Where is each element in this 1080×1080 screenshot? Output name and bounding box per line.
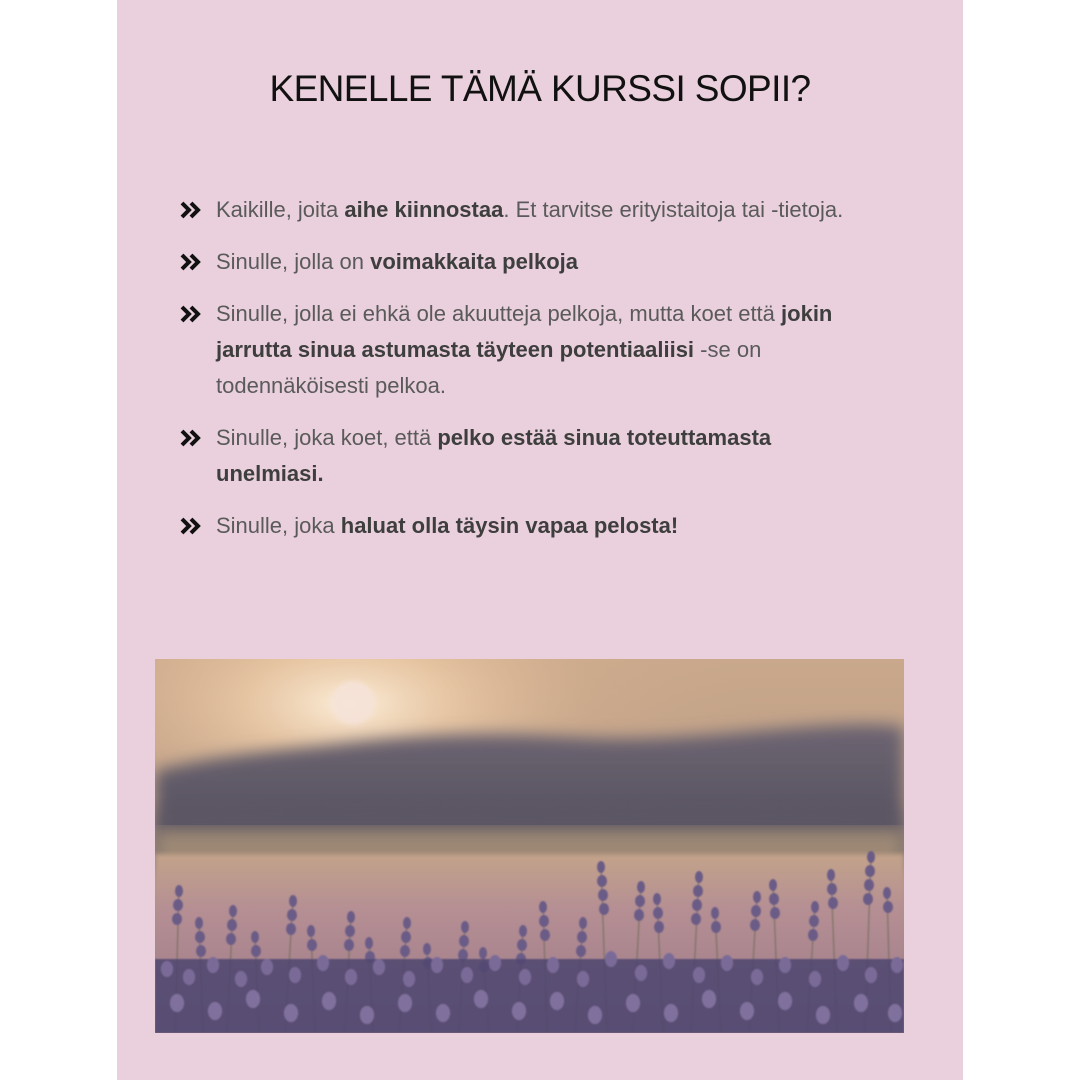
double-chevron-right-icon (179, 192, 205, 228)
item-text: Sinulle, joka (216, 513, 341, 538)
item-highlight: jokin jarrutta sinua astumasta täyteen potentiaaliisi (216, 301, 833, 362)
list-item (177, 508, 867, 544)
list-item (177, 420, 867, 492)
double-chevron-right-icon (179, 296, 205, 332)
item-highlight: pelko estää sinua toteuttamasta unelmiasi. (216, 425, 772, 486)
item-text: -se on todennäköisesti pelkoa. (216, 337, 762, 398)
item-text: Sinulle, joka koet, että (216, 425, 438, 450)
item-text: Sinulle, jolla on (216, 249, 371, 274)
item-text: Kaikille, joita (216, 197, 345, 222)
list-item (177, 192, 867, 228)
list-item (177, 244, 867, 280)
double-chevron-right-icon (179, 508, 205, 544)
section-title: KENELLE TÄMÄ KURSSI SOPII? (269, 68, 811, 109)
item-text: . Et tarvitse erityistaitoja tai -tietoja. (503, 197, 844, 222)
list-item (177, 296, 867, 404)
double-chevron-right-icon (179, 420, 205, 456)
double-chevron-right-icon (179, 244, 205, 280)
item-highlight: aihe kiinnostaa (344, 197, 504, 222)
item-text: Sinulle, jolla ei ehkä ole akuutteja pelkoja, mutta koet että (216, 301, 782, 326)
lavender-sunset-photo (155, 659, 904, 1033)
item-highlight: haluat olla täysin vapaa pelosta! (340, 513, 679, 538)
content-panel (117, 0, 963, 1080)
item-highlight: voimakkaita pelkoja (370, 249, 578, 274)
audience-list (177, 192, 867, 560)
